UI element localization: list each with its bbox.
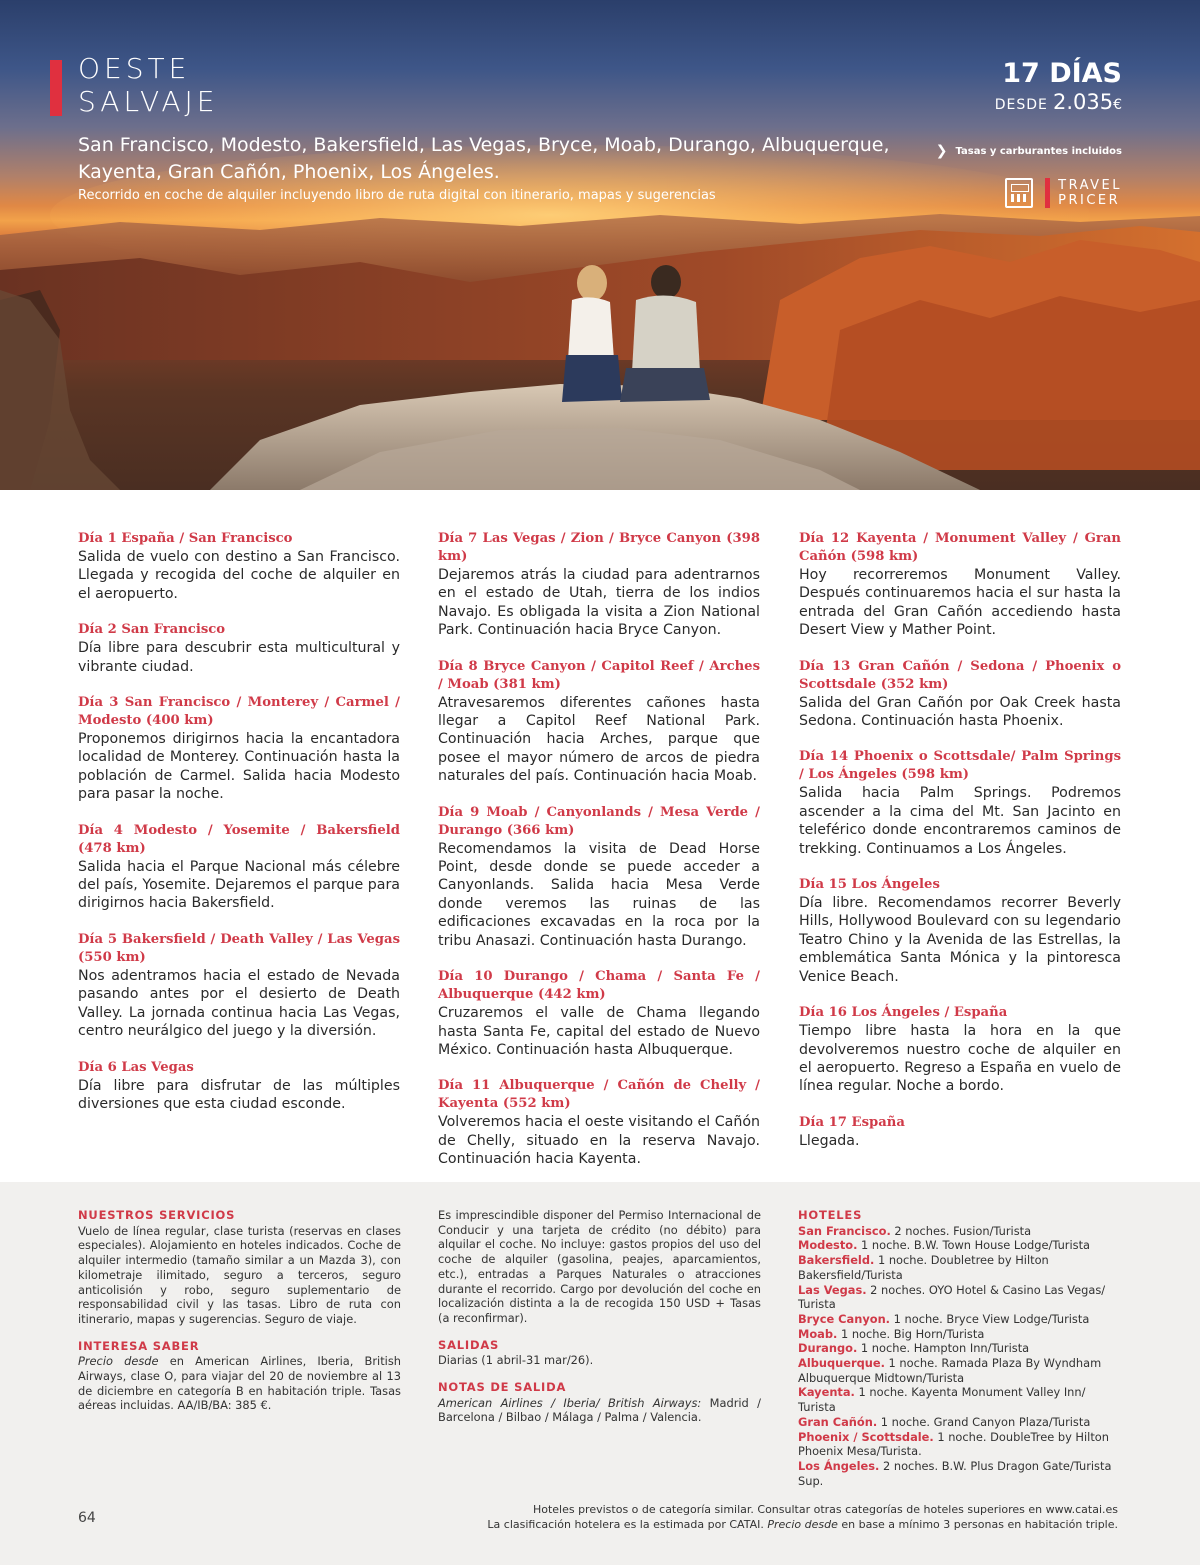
departure-cities: Madrid / Barcelona / Bilbao / Málaga / Palma / Valencia. <box>438 1395 761 1425</box>
day-title: Día 12 Kayenta / Monument Valley / Gran Cañón (598 km) <box>799 531 1121 564</box>
footer-line2 <box>487 1517 1118 1532</box>
price-from-emphasis: Precio desde <box>78 1354 159 1369</box>
hotel-detail: 1 noche. Kayenta Monument Valley Inn/ Turista <box>798 1385 1086 1415</box>
day-description: Salida del Gran Cañón por Oak Creek hasta Sedona. Continuación hasta Phoenix. <box>799 694 1121 730</box>
day-description: Salida hacia el Parque Nacional más célebre del país, Yosemite. Dejaremos el parque para dirigirnos hacia Bakersfield. <box>78 858 400 912</box>
hotel-entry <box>798 1238 1121 1253</box>
departures-text: Diarias (1 abril-31 mar/26). <box>438 1353 594 1368</box>
day-title: Día 17 España <box>799 1114 905 1130</box>
day-title: Día 4 Modesto / Yosemite / Bakersfield (478 km) <box>78 822 400 856</box>
hotel-city: Modesto. <box>798 1238 858 1253</box>
day-description: Nos adentramos hacia el estado de Nevada pasando antes por el desierto de Death Valley. La jornada continua hacia Las Vegas, centro neurálgico del juego y la diversión. <box>78 967 400 1040</box>
driving-permit-text: Es imprescindible disponer del Permiso Internacional de Conducir y una tarjeta de crédito (no débito) para alquilar el coche. No incluye: gastos propios del uso del coche de alquiler (gasolina, peajes, aparcamientos, etc.), entradas a Parques Naturales o atracciones durante el recorrido. Cargo por devolución del coche en localización distinta a la de recogida 150 USD + Tasas (a reconfirmar). <box>438 1208 761 1325</box>
hotel-entry <box>798 1415 1121 1430</box>
day-description: Cruzaremos el valle de Chama llegando hasta Santa Fe, capital del estado de Nuevo México. Continuación hasta Albuquerque. <box>438 1005 760 1058</box>
title-accent-bar <box>50 60 62 116</box>
itinerary-day <box>78 822 400 913</box>
price-from <box>995 90 1122 114</box>
hotel-entry <box>798 1430 1121 1459</box>
day-title: Día 16 Los Ángeles / España <box>799 1005 1008 1021</box>
price-value: 2.035 <box>1052 90 1114 114</box>
hotel-city: San Francisco. <box>798 1223 891 1238</box>
itinerary-day <box>78 931 400 1041</box>
itinerary-day <box>799 530 1121 640</box>
services-column <box>78 1208 401 1425</box>
airlines-emphasis: American Airlines / Iberia/ British Airways: <box>438 1395 702 1410</box>
day-description: Salida hacia Palm Springs. Podremos ascender a la cima del Mt. San Jacinto en teleférico donde encontraremos caminos de trekking. Continuamos a Los Ángeles. <box>799 785 1121 857</box>
itinerary-day <box>78 621 400 676</box>
hotel-city: Gran Cañón. <box>798 1414 878 1429</box>
hotel-city: Durango. <box>798 1341 858 1356</box>
hotel-city: Las Vegas. <box>798 1282 867 1297</box>
day-description: Dejaremos atrás la ciudad para adentrarnos en el estado de Utah, tierra de los indios Navajo. Es obligada la visita a Zion National Park. Continuación hacia Bryce Canyon. <box>438 567 760 639</box>
itinerary-day <box>799 876 1121 986</box>
itinerary-day <box>438 804 760 950</box>
route-cities: San Francisco, Modesto, Bakersfield, Las Vegas, Bryce, Moab, Durango, Albuquerque, Kayenta, Gran Cañón, Phoenix, Los Ángeles. <box>78 134 890 183</box>
itinerary-day <box>438 530 760 640</box>
hotel-detail: 1 noche. Grand Canyon Plaza/Turista <box>877 1414 1091 1429</box>
hotel-entry <box>798 1459 1121 1488</box>
calculator-icon <box>1005 178 1033 208</box>
day-title: Día 10 Durango / Chama / Santa Fe / Albuquerque (442 km) <box>438 969 760 1003</box>
hotel-detail: 2 noches. B.W. Plus Dragon Gate/Turista Sup. <box>798 1458 1112 1488</box>
hotel-city: Los Ángeles. <box>798 1458 880 1473</box>
trip-title <box>78 52 218 118</box>
footer-line1: Hoteles previstos o de categoría similar. Consultar otras categorías de hoteles superiores en www.catai.es <box>532 1503 1118 1516</box>
hotel-city: Kayenta. <box>798 1385 855 1400</box>
hotel-entry <box>798 1356 1121 1385</box>
day-title: Día 7 Las Vegas / Zion / Bryce Canyon (398 km) <box>438 531 760 564</box>
hotel-entry <box>798 1327 1121 1342</box>
departure-notes-text <box>438 1396 761 1425</box>
logo-accent-bar <box>1045 178 1050 208</box>
day-description: Día libre para descubrir esta multicultural y vibrante ciudad. <box>78 640 400 675</box>
hotel-city: Moab. <box>798 1326 838 1341</box>
hotels-heading: HOTELES <box>798 1208 863 1222</box>
day-description: Salida de vuelo con destino a San Francisco. Llegada y recogida del coche de alquiler en el aeropuerto. <box>78 549 400 602</box>
hotel-detail: 1 noche. Bryce View Lodge/Turista <box>890 1311 1090 1326</box>
hotel-detail: 1 noche. Doubletree by Hilton Bakersfield/Turista <box>798 1253 1049 1282</box>
good-to-know-body: en American Airlines, Iberia, British Airways, clase O, para viajar del 20 de noviembre al 13 de diciembre en categoría B en habitación triple. Tasas aéreas incluidas. AA/IB/BA: 385 €. <box>78 1354 401 1413</box>
hotel-entry <box>798 1341 1121 1356</box>
hotel-entry <box>798 1312 1121 1327</box>
itinerary-column-2 <box>438 530 760 1187</box>
day-description: Hoy recorreremos Monument Valley. Después continuaremos hacia el sur hasta la entrada del Gran Cañón accediendo hasta Desert View y Mather Point. <box>799 567 1121 639</box>
good-to-know-heading: INTERESA SABER <box>78 1338 200 1353</box>
travel-pricer-line1: TRAVEL <box>1058 178 1122 193</box>
services-text: Vuelo de línea regular, clase turista (reservas en clases especiales). Alojamiento en hoteles indicados. Coche de alquiler intermedio (tamaño similar a un Mazda 3), con kilometraje ilimitado, seguro a terceros, seguro anticolisión y robo, seguro suplementario de responsabilidad civil y las tasas. Libro de ruta con itinerario, mapas y sugerencias. Seguro de viaje. <box>78 1223 401 1326</box>
day-description: Atravesaremos diferentes cañones hasta llegar a Capitol Reef National Park. Continuación hacia Arches, parque que posee el mayor número de arcos de piedra naturales del país. Continuación hacia Moab. <box>438 694 760 785</box>
taxes-included-text: Tasas y carburantes incluidos <box>955 146 1122 157</box>
price-currency: € <box>1113 97 1122 113</box>
day-title: Día 9 Moab / Canyonlands / Mesa Verde / Durango (366 km) <box>438 804 760 838</box>
day-description: Tiempo libre hasta la hora en la que devolveremos nuestro coche de alquiler en el aeropuerto. Regreso a España en vuelo de línea regular. Noche a bordo. <box>799 1023 1121 1095</box>
day-description: Día libre. Recomendamos recorrer Beverly Hills, Hollywood Boulevard con su legendario Teatro Chino y la Avenida de las Estrellas, la emblemática Santa Mónica y la pintoresca Venice Beach. <box>799 895 1121 985</box>
itinerary-day <box>799 658 1121 731</box>
travel-pricer-text <box>1058 178 1122 208</box>
itinerary-day <box>438 658 760 786</box>
itinerary-day <box>78 694 400 804</box>
hotel-city: Phoenix / Scottsdale. <box>798 1429 934 1444</box>
departures-heading: SALIDAS <box>438 1337 500 1352</box>
itinerary-day <box>78 530 400 603</box>
chevron-right-icon: ❯ <box>935 143 948 159</box>
hotel-entry <box>798 1385 1121 1414</box>
footer-note <box>487 1502 1118 1532</box>
hotel-city: Bryce Canyon. <box>798 1311 891 1326</box>
day-title: Día 5 Bakersfield / Death Valley / Las Vegas (550 km) <box>78 931 400 965</box>
itinerary-day <box>438 1077 760 1168</box>
day-title: Día 3 San Francisco / Monterey / Carmel / Modesto (400 km) <box>78 695 400 729</box>
footer-price-emphasis: Precio desde <box>767 1518 838 1531</box>
car-rental-note: Recorrido en coche de alquiler incluyendo libro de ruta digital con itinerario, mapas y sugerencias <box>78 188 716 203</box>
itinerary-day <box>438 968 760 1059</box>
day-title: Día 11 Albuquerque / Cañón de Chelly / Kayenta (552 km) <box>438 1078 760 1112</box>
departure-notes-heading: NOTAS DE SALIDA <box>438 1380 567 1395</box>
hotel-detail: 1 noche. DoubleTree by Hilton Phoenix Mesa/Turista. <box>798 1429 1109 1459</box>
hotel-entry <box>798 1253 1121 1282</box>
footer-line2-end: en base a mínimo 3 personas en habitación triple. <box>837 1518 1118 1531</box>
day-description: Recomendamos la visita de Dead Horse Point, desde donde se puede acceder a Canyonlands. Salida hacia Mesa Verde donde veremos las ruinas de las edificaciones excavadas en la roca por la tribu Anasazi. Continuación hasta Durango. <box>438 840 760 949</box>
hotel-detail: 2 noches. OYO Hotel & Casino Las Vegas/ Turista <box>798 1282 1106 1312</box>
taxes-included-note <box>936 143 1122 159</box>
itinerary-day <box>799 1004 1121 1096</box>
travel-pricer-logo <box>1005 178 1122 208</box>
day-title: Día 14 Phoenix o Scottsdale/ Palm Springs / Los Ángeles (598 km) <box>799 749 1121 783</box>
hotel-detail: 1 noche. Ramada Plaza By Wyndham Albuquerque Midtown/Turista <box>798 1356 1102 1385</box>
price-label: DESDE <box>994 97 1048 113</box>
info-panel <box>0 1182 1200 1565</box>
hotel-detail: 2 noches. Fusion/Turista <box>890 1223 1032 1238</box>
trip-duration: 17 DÍAS <box>1002 58 1122 89</box>
day-title: Día 2 San Francisco <box>78 622 226 638</box>
page-number: 64 <box>78 1510 96 1526</box>
hotel-city: Bakersfield. <box>798 1253 875 1268</box>
day-title: Día 8 Bryce Canyon / Capitol Reef / Arches / Moab (381 km) <box>438 658 760 692</box>
hotels-column <box>798 1208 1121 1488</box>
footer-line2-start: La clasificación hotelera es la estimada por CATAI. <box>487 1518 764 1531</box>
travel-pricer-line2: PRICER <box>1058 193 1121 208</box>
trip-title-line2: SALVAJE <box>78 85 219 118</box>
day-description: Proponemos dirigirnos hacia la encantadora localidad de Monterey. Continuación hasta la población de Carmel. Salida hacia Modesto para pasar la noche. <box>78 731 400 803</box>
services-heading: NUESTROS SERVICIOS <box>78 1208 236 1222</box>
hotel-entry <box>798 1224 1121 1239</box>
trip-title-line1: OESTE <box>78 52 191 85</box>
hotel-detail: 1 noche. Big Horn/Turista <box>837 1326 985 1341</box>
day-title: Día 15 Los Ángeles <box>799 877 940 893</box>
day-title: Día 13 Gran Cañón / Sedona / Phoenix o Scottsdale (352 km) <box>799 658 1121 692</box>
day-description: Día libre para disfrutar de las múltiples diversiones que esta ciudad esconde. <box>78 1077 400 1112</box>
good-to-know-text <box>78 1354 401 1413</box>
hotel-detail: 1 noche. B.W. Town House Lodge/Turista <box>857 1238 1091 1253</box>
itinerary-day <box>799 1114 1121 1150</box>
day-title: Día 6 Las Vegas <box>78 1059 194 1075</box>
itinerary-day <box>799 748 1121 858</box>
hotel-entry <box>798 1283 1121 1312</box>
day-title: Día 1 España / San Francisco <box>78 531 293 546</box>
hero-photo <box>0 0 1200 490</box>
itinerary-column-3 <box>799 530 1121 1168</box>
hotel-detail: 1 noche. Hampton Inn/Turista <box>857 1341 1030 1356</box>
day-description: Volveremos hacia el oeste visitando el Cañón de Chelly, situado en la reserva Navajo. Continuación hacia Kayenta. <box>438 1114 760 1168</box>
itinerary-day <box>78 1059 400 1114</box>
itinerary-column-1 <box>78 530 400 1131</box>
hotel-city: Albuquerque. <box>798 1356 885 1371</box>
conditions-column <box>438 1208 761 1437</box>
day-description: Llegada. <box>799 1132 860 1149</box>
